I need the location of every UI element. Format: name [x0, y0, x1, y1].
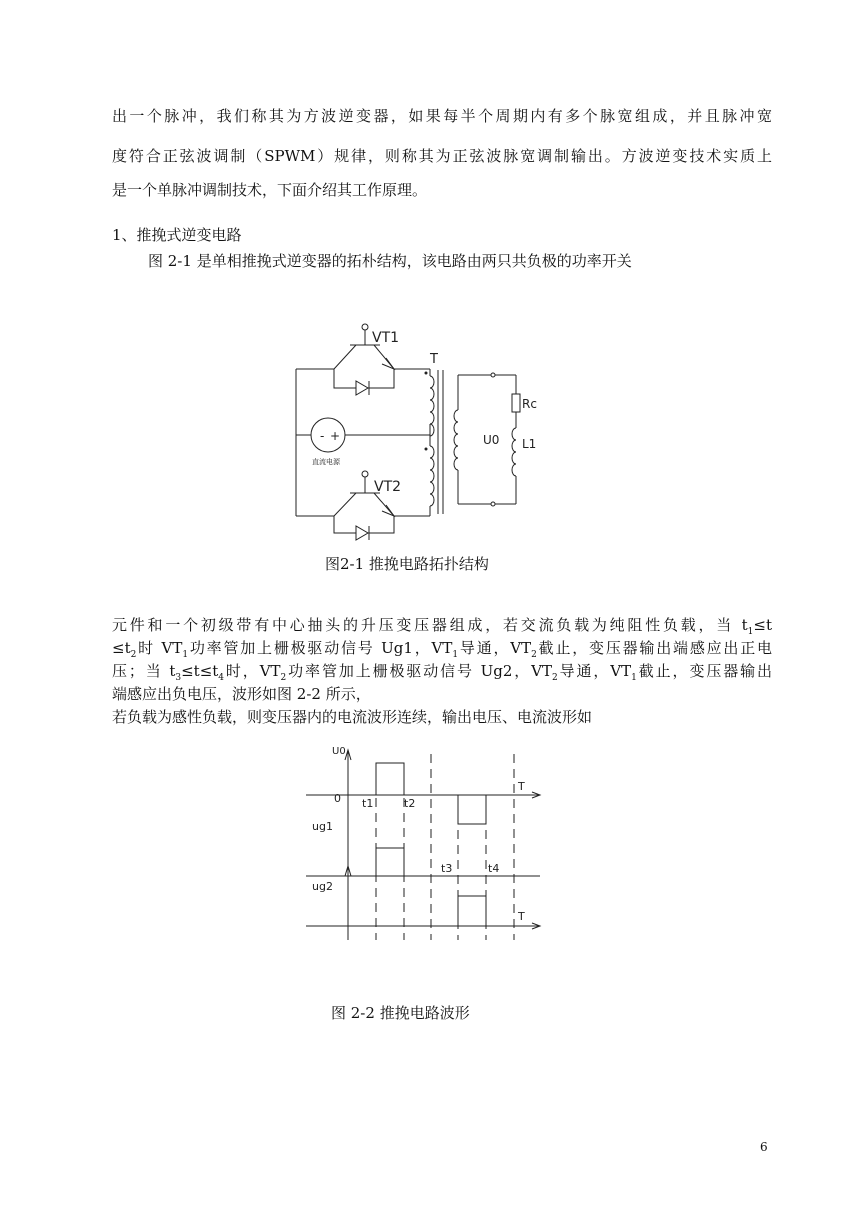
p2-line-5: 若负载为感性负载，则变压器内的电流波形连续，输出电压、电流波形如	[112, 708, 593, 726]
push-pull-circuit-diagram	[290, 318, 537, 580]
intro-line: 图 2-1 是单相推挽式逆变器的拓朴结构，该电路由两只共负极的功率开关	[148, 252, 632, 270]
l1-label: L1	[522, 437, 537, 451]
paragraph-line-2: 度符合正弦波调制（SPWM）规律，则称其为正弦波脉宽调制输出。方波逆变技术实质上	[112, 147, 772, 165]
p2-line-2: $\le t_2$时 $VT_1$功率管加上栅极驱动信号 Ug1，$VT_1$导通，$VT_2$截止，变压器输出端感应出正电	[112, 639, 772, 660]
section-heading: 1、推挽式逆变电路	[112, 226, 242, 244]
push-pull-waveform-diagram	[300, 738, 550, 944]
paragraph-line-3: 是一个单脉冲调制技术，下面介绍其工作原理。	[112, 181, 428, 199]
t2-label: t2	[404, 797, 416, 810]
t4-label: t4	[488, 862, 500, 875]
u0-axis-label: U0	[332, 746, 346, 757]
p2-line-3: 压；当 $t_3\le t\le t_4$时，$VT_2$功率管加上栅极驱动信号 Ug2，$VT_2$导通，$VT_1$截止，变压器输出	[112, 662, 773, 683]
source-plus: +	[330, 429, 341, 443]
figure1-caption: 图2-1 推挽电路拓扑结构	[325, 555, 489, 573]
transformer-label: T	[430, 352, 438, 367]
paragraph-line-1: 出一个脉冲，我们称其为方波逆变器，如果每半个周期内有多个脉宽组成，并且脉冲宽	[112, 107, 772, 125]
origin-label: 0	[334, 792, 341, 805]
u0-label: U0	[483, 433, 500, 447]
source-minus: -	[320, 429, 325, 443]
t1-label: t1	[362, 797, 374, 810]
vt1-label: VT1	[372, 330, 400, 346]
ug1-label: ug1	[312, 820, 333, 833]
ug2-label: ug2	[312, 880, 333, 893]
p2-line-1: 元件和一个初级带有中心抽头的升压变压器组成，若交流负载为纯阻性负载，当 $t_1\le t$	[112, 616, 772, 637]
paragraph2	[112, 614, 772, 729]
page-number: 6	[760, 1140, 768, 1154]
t3-label: t3	[441, 862, 453, 875]
source-label: 直流电源	[312, 458, 340, 466]
figure2-caption: 图 2-2 推挽电路波形	[331, 1004, 470, 1022]
p2-line-4: 端感应出负电压，波形如图 2-2 所示，	[112, 685, 371, 703]
period-label-top: T	[518, 780, 525, 793]
rc-label: Rc	[522, 397, 537, 411]
vt2-label: VT2	[374, 479, 402, 495]
period-label-bottom: T	[518, 910, 525, 923]
